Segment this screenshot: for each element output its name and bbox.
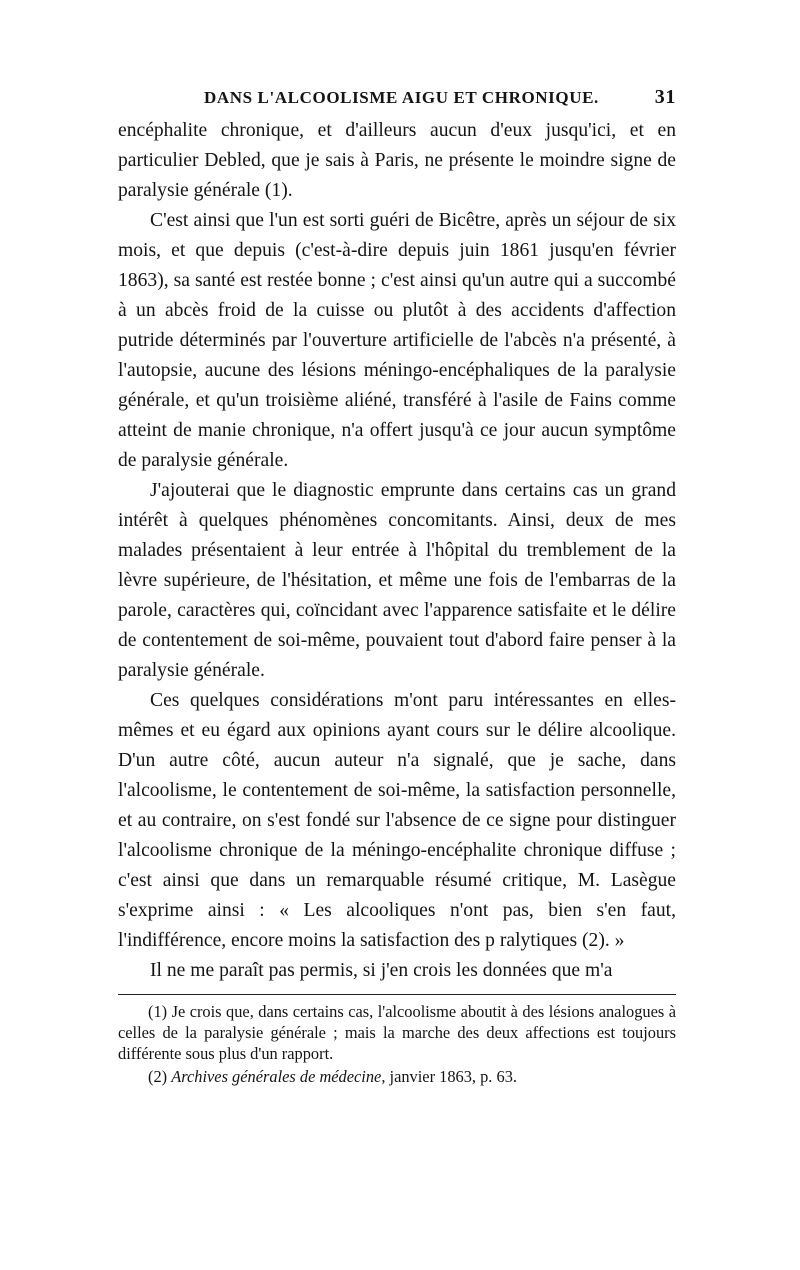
page-number: 31: [654, 86, 676, 108]
footnote-divider: [118, 994, 676, 995]
body-text: [118, 116, 676, 986]
running-head: [118, 88, 676, 116]
footnotes: [118, 1001, 676, 1087]
paragraph: Il ne me paraît pas permis, si j'en crois les données que m'a: [150, 960, 613, 981]
paragraph: C'est ainsi que l'un est sorti guéri de Bicêtre, après un séjour de six mois, et que depuis (c'est-à-dire depuis juin 1861 jusqu'en février 1863), sa santé est restée bonne ; c'est ainsi qu'un autre qui a succombé à un abcès froid de la cuisse ou plutôt à des accidents d'affection putride déterminés par l'ouverture artificielle de l'abcès n'a présenté, à l'autopsie, aucune des lésions méningo-encéphaliques de la paralysie générale, et qu'un troisième aliéné, transféré à l'asile de Fains comme atteint de manie chronique, n'a offert jusqu'à ce jour aucun symptôme de paralysie générale.: [118, 210, 676, 471]
book-page: [118, 88, 676, 1087]
footnote-2-number: (2): [148, 1067, 172, 1086]
footnote-1: (1) Je crois que, dans certains cas, l'alcoolisme aboutit à des lésions analogues à celles de la paralysie générale ; mais la marche des deux affections est toujours différente sous plus d'un rapport.: [118, 1002, 676, 1063]
footnote-2: [118, 1066, 676, 1087]
running-head-title: DANS L'ALCOOLISME AIGU ET CHRONIQUE.: [204, 88, 599, 107]
paragraph-continued: encéphalite chronique, et d'ailleurs aucun d'eux jusqu'ici, et en particulier Debled, que je sais à Paris, ne présente le moindre signe de paralysie générale (1).: [118, 120, 676, 201]
footnote-2-citation: , janvier 1863, p. 63.: [381, 1067, 517, 1086]
footnote-2-journal-title: Archives générales de médecine: [171, 1067, 382, 1086]
paragraph: Ces quelques considérations m'ont paru intéressantes en elles-mêmes et eu égard aux opinions ayant cours sur le délire alcoolique. D'un autre côté, aucun auteur n'a signalé, que je sache, dans l'alcoolisme, le contentement de soi-même, la satisfaction personnelle, et au contraire, on s'est fondé sur l'absence de ce signe pour distinguer l'alcoolisme chronique de la méningo-encéphalite chronique diffuse ; c'est ainsi que dans un remarquable résumé critique, M. Lasègue s'exprime ainsi : « Les alcooliques n'ont pas, bien s'en faut, l'indifférence, encore moins la satisfaction des p ralytiques (2). »: [118, 690, 676, 951]
paragraph: J'ajouterai que le diagnostic emprunte dans certains cas un grand intérêt à quelques phénomènes concomitants. Ainsi, deux de mes malades présentaient à leur entrée à l'hôpital du tremblement de la lèvre supérieure, de l'hésitation, et même une fois de l'embarras de la parole, caractères qui, coïncidant avec l'apparence satisfaite et le délire de contentement de soi-même, pouvaient tout d'abord faire penser à la paralysie générale.: [118, 480, 676, 681]
